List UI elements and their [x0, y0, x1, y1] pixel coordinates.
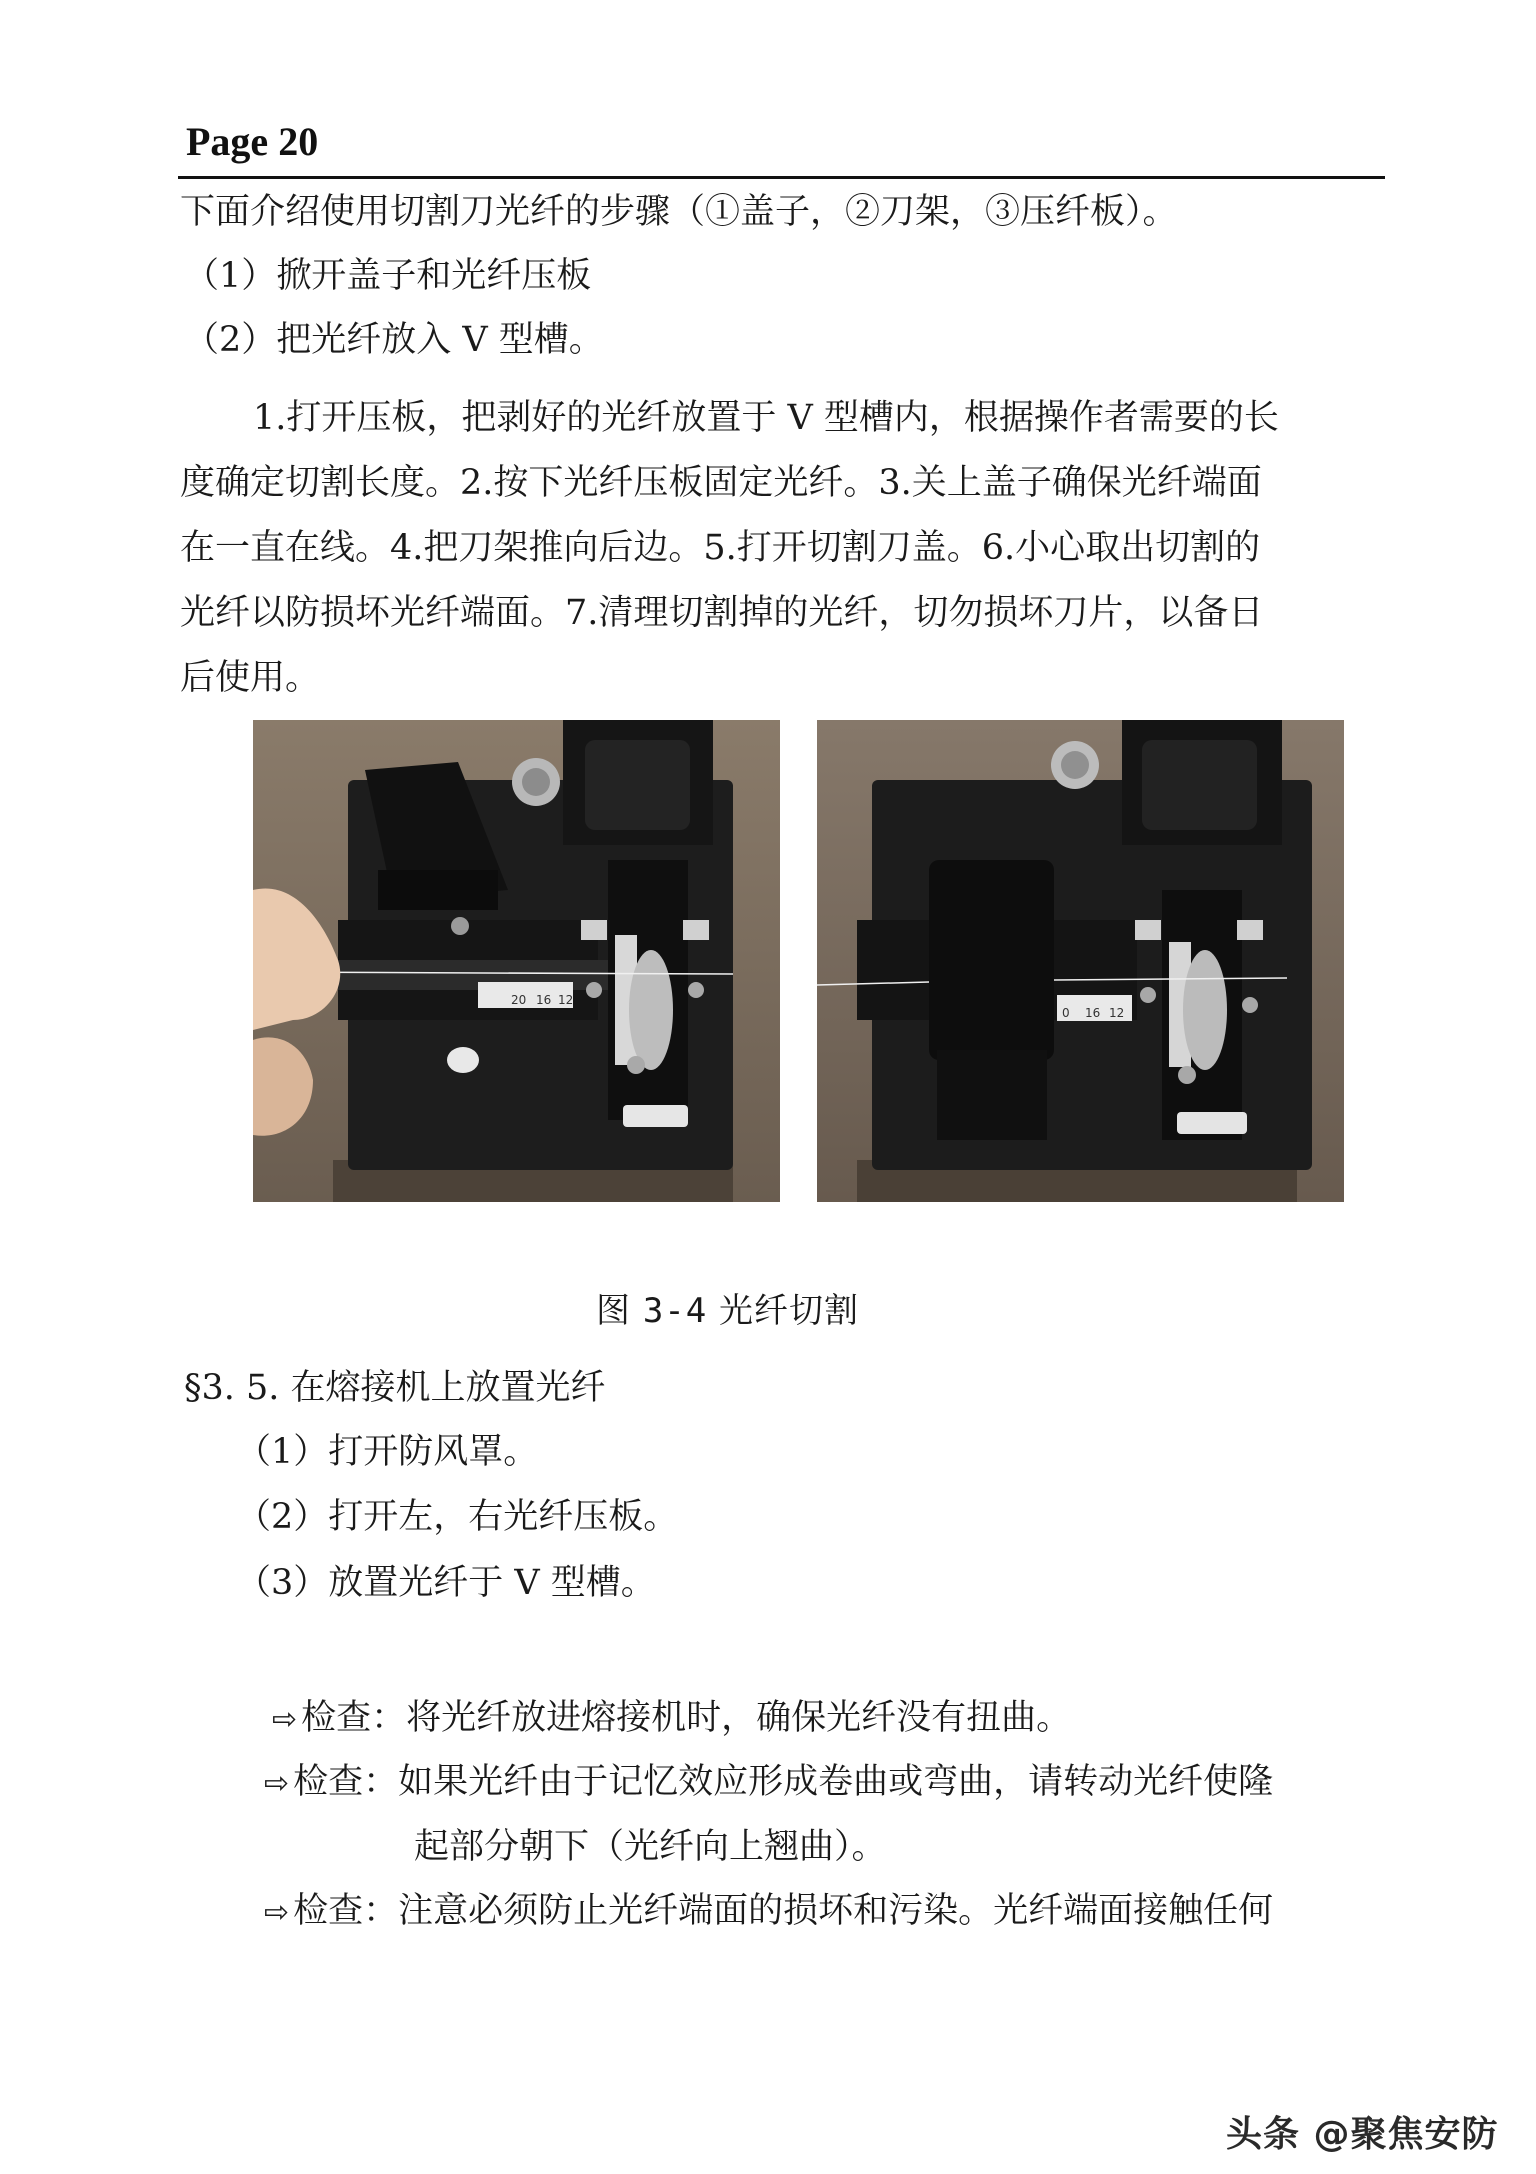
- watermark: 头条 @聚焦安防: [1226, 2114, 1499, 2155]
- procedure-line: 1.打开压板，把剥好的光纤放置于 V 型槽内，根据操作者需要的长: [253, 398, 1279, 438]
- check-text: 检查：注意必须防止光纤端面的损坏和污染。光纤端面接触任何: [293, 1891, 1274, 1931]
- intro-step-2: （2）把光纤放入 V 型槽。: [184, 320, 604, 360]
- ruler-tick-label: 12: [558, 993, 574, 1007]
- ruler-tick-label: 0: [1062, 1006, 1070, 1020]
- right-arrow-icon: ⇨: [272, 1702, 298, 1737]
- procedure-line: 度确定切割长度。2.按下光纤压板固定光纤。3.关上盖子确保光纤端面: [180, 463, 1262, 503]
- procedure-paragraph: [180, 386, 1380, 711]
- ruler-tick-label: 20: [511, 993, 527, 1007]
- check-text: 检查：将光纤放进熔接机时，确保光纤没有扭曲。: [301, 1698, 1072, 1738]
- check-text: 检查：如果光纤由于记忆效应形成卷曲或弯曲，请转动光纤使隆: [293, 1762, 1274, 1802]
- cleaver-photo-open: [253, 720, 780, 1202]
- intro-step-1: （1）掀开盖子和光纤压板: [184, 256, 592, 296]
- procedure-line: 后使用。: [180, 658, 321, 698]
- check-item: [264, 1754, 1273, 1804]
- section-heading: §3. 5. 在熔接机上放置光纤: [184, 1368, 606, 1408]
- header-rule: [178, 176, 1385, 179]
- section-step: （3）放置光纤于 V 型槽。: [236, 1563, 656, 1603]
- check-item: [264, 1883, 1273, 1933]
- ruler-tick-label: 16: [1085, 1006, 1101, 1020]
- section-step: （1）打开防风罩。: [236, 1432, 539, 1472]
- procedure-line: 光纤以防损坏光纤端面。7.清理切割掉的光纤，切勿损坏刀片，以备日: [180, 593, 1264, 633]
- check-item: [272, 1690, 1071, 1740]
- check-continuation: 起部分朝下（光纤向上翘曲）。: [414, 1827, 887, 1867]
- ruler-tick-label: 16: [536, 993, 552, 1007]
- right-arrow-icon: ⇨: [264, 1766, 290, 1801]
- ruler-tick-label: 12: [1109, 1006, 1125, 1020]
- intro-line: 下面介绍使用切割刀光纤的步骤（①盖子，②刀架，③压纤板）。: [180, 192, 1178, 232]
- caption-number: 3-4: [642, 1291, 708, 1331]
- page-label: Page 20: [186, 119, 319, 164]
- section-step: （2）打开左，右光纤压板。: [236, 1497, 679, 1537]
- figure-caption: [596, 1283, 859, 1332]
- caption-text: 光纤切割: [707, 1291, 860, 1331]
- procedure-line: 在一直在线。4.把刀架推向后边。5.打开切割刀盖。6.小心取出切割的: [180, 528, 1261, 568]
- right-arrow-icon: ⇨: [264, 1895, 290, 1930]
- cleaver-photo-closed: [817, 720, 1344, 1202]
- caption-prefix: 图: [596, 1291, 643, 1331]
